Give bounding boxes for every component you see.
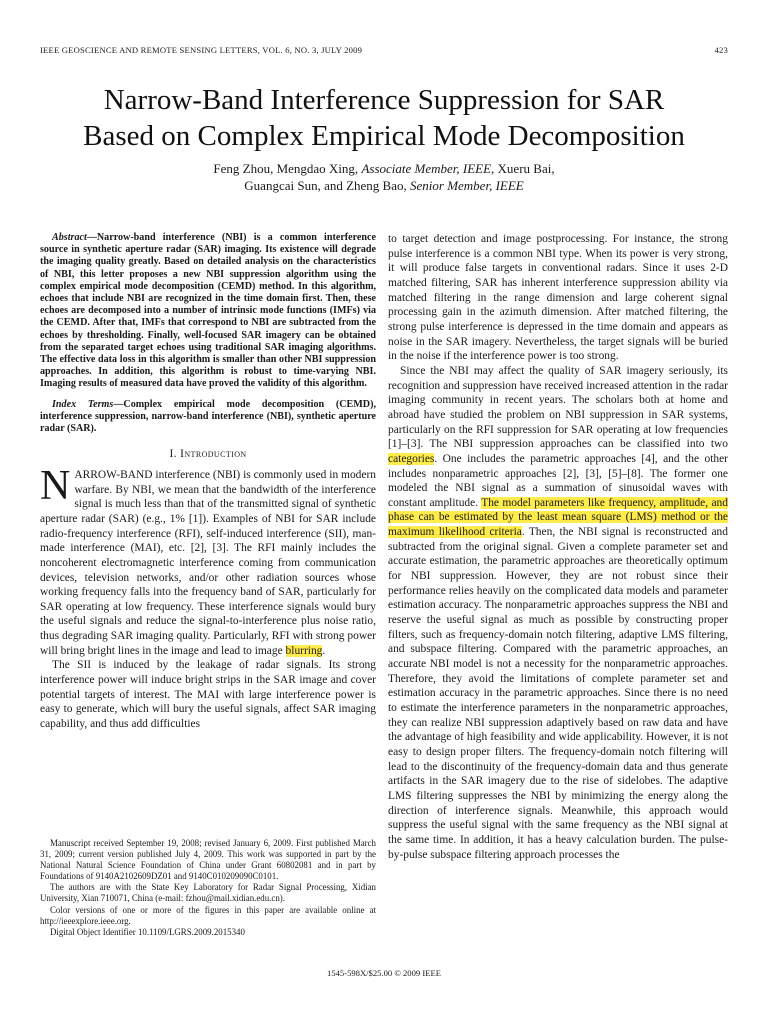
- footnote-color-versions: Color versions of one or more of the figures in this paper are available online at http://ieeexplore.ieee.org.: [40, 904, 376, 926]
- right-paragraph-1: to target detection and image postprocessing. For instance, the strong pulse interference is a common NBI type. When its power is very strong, it will produce false targets in conventional radars. Since it uses 2-D matched filtering, SAR has inherent interference suppression ability via matched filtering in the range dimension and large coherent signal processing gain in the azimuth dimension. After matched filtering, the strong pulse interference is depressed in the time domain and appears as noise in the SAR imagery. Nevertheless, the target signals will be buried in the noise if the interference power is too strong.: [388, 233, 728, 363]
- right-column: [388, 232, 728, 862]
- section-numeral: I.: [169, 448, 181, 461]
- right-paragraph-2: [388, 364, 728, 862]
- intro-paragraph-1: [40, 462, 376, 659]
- right-p2-text-a: Since the NBI may affect the quality of SAR imagery seriously, its recognition and suppression have received increased attention in the radar imaging community in recent years. The scholars both at home and abroad have studied the problem on NBI suppression in SAR systems, particularly on the RFI suppression for SAR operating at low frequencies [1]–[3]. The NBI suppression approaches can be classified into two: [388, 364, 728, 451]
- journal-name: IEEE GEOSCIENCE AND REMOTE SENSING LETTERS, VOL. 6, NO. 3, JULY 2009: [40, 45, 363, 55]
- highlight-categories: categories: [388, 452, 435, 465]
- page-number: 423: [714, 45, 728, 55]
- intro-paragraph-2: The SII is induced by the leakage of radar signals. Its strong interference power will induce bright strips in the SAR image and cover potential targets of interest. The MAI with large interference power is easy to generate, which will bury the useful signals, affect SAR imaging capability, and thus add difficulties: [40, 659, 376, 731]
- index-terms-dash: —: [113, 398, 124, 410]
- abstract-text: Narrow-band interference (NBI) is a common interference source in synthetic aperture radar (SAR) imaging. Its existence will degrade the imaging quality greatly. Based on detailed analysis on the characteristics of NBI, this letter proposes a new NBI suppression algorithm using the complex empirical mode decomposition (CEMD) method. In this algorithm, echoes that include NBI are recognized in the time domain first. Then, these echoes are decomposed into a number of intrinsic mode functions (IMFs) via the CEMD. After that, IMFs that correspond to NBI are subtracted from the echoes by thresholding. Finally, well-focused SAR imagery can be obtained from the separated target echoes using traditional SAR imaging algorithms. The effective data loss in this algorithm is smaller than other NBI suppression approaches. In addition, this algorithm is robust to time-varying NBI. Imaging results of measured data have proved the validity of this algorithm.: [40, 232, 376, 390]
- footnote-doi: Digital Object Identifier 10.1109/LGRS.2009.2015340: [50, 926, 245, 937]
- authors-part-2: , Xueru Bai,: [491, 161, 555, 176]
- copyright-footer: 1545-598X/$25.00 © 2009 IEEE: [327, 968, 441, 978]
- drop-cap: N: [40, 462, 71, 509]
- left-column: [40, 232, 376, 732]
- author-role-1: Associate Member, IEEE: [361, 161, 492, 176]
- intro-p1-text: ARROW-BAND interference (NBI) is commonly used in modern warfare. By NBI, we mean that the bandwidth of the interference signal is much less than that of the transmitted signal of synthetic aperture radar (SAR) (e.g., 1% [1]). Examples of NBI for SAR include radio-frequency interference (RFI), self-induced interference (SII), man-made interference (MAI), etc. [2], [3]. The RFI mainly includes the noncoherent electromagnetic interference coming from communication devices, television networks, and/or other radiation sources whose working frequency falls into the frequency band of SAR, particularly for SAR operating at low frequency. These interference signals would bury the useful signals and reduce the signal-to-interference plus noise ratio, thus degrading SAR imaging quality. Particularly, RFI with strong power will bring bright lines in the image and lead to image: [40, 468, 376, 657]
- right-p2-text-b: . One includes the parametric approaches [4], and the other includes nonparametric approaches [2], [3], [5]–[8]. The former one modeled the NBI signal as a summation of sinusoidal waves with constant amplitude.: [388, 452, 728, 509]
- abstract-label: Abstract: [52, 232, 87, 243]
- highlight-model-parameters: The model parameters like frequency, amplitude, and phase can be estimated by the least mean square (LMS) method or the maximum likelihood criteria: [388, 496, 728, 539]
- authors-part-3: Guangcai Sun, and Zheng Bao,: [244, 178, 410, 193]
- footnote-manuscript: Manuscript received September 19, 2008; revised January 6, 2009. First published March 31, 2009; current version published July 4, 2009. This work was supported in part by the National Natural Science Foundation of China under Grant 60802081 and in part by Foundations of 9140A2102609DZ01 and 9140C010209090C0101.: [40, 838, 376, 882]
- right-p2-text-c: . Then, the NBI signal is reconstructed and subtracted from the original signal. Given a complete parameter set and accurate estimation, the parametric approaches are theoretically optimum for NBI suppression. However, they are not robust since their performance relies heavily on the complicated data models and parameter estimation accuracy. The nonparametric approaches suppress the NBI and reserve the useful signal as much as possible by constructing proper filters, such as frequency-domain notch filtering, adaptive LMS filtering, and subspace filtering. Compared with the parametric approaches, an accurate NBI model is not a necessity for the nonparametric approaches. Therefore, they avoid the limitations of complete parameter set and estimation accuracy in the parametric approaches. Since there is no need to estimate the interference parameters in the nonparametric approaches, they can realize NBI suppression adaptively based on raw data and have the advantage of high feasibility and wide applicability. However, it is not easy to design proper filters. The frequency-domain notch filtering will lead to the discontinuity of the frequency-domain data and thus generate artifacts in the SAR imagery due to the rise of sidelobes. The adaptive LMS filtering suppresses the NBI by minimizing the energy along the direction of interference signals. Meanwhile, this approach would suppress the useful signal with the same frequency as the NBI signal at the same time. In addition, it has a heavy calculation burden. The pulse-by-pulse subspace filtering approach processes the: [388, 526, 728, 861]
- intro-p1-end: .: [322, 644, 326, 657]
- title-line-1: Narrow-Band Interference Suppression for SAR: [103, 84, 665, 116]
- paper-title: [30, 82, 738, 154]
- running-head: [40, 45, 728, 55]
- title-block: [30, 82, 738, 194]
- highlight-blurring: blurring: [285, 644, 323, 657]
- title-line-2: Based on Complex Empirical Mode Decomposition: [83, 120, 685, 152]
- section-heading-introduction: [40, 447, 376, 462]
- footnote-affiliation: The authors are with the State Key Laboratory for Radar Signal Processing, Xidian University, Xian 710071, China (e-mail: fzhou@mail.xidian.edu.cn).: [40, 882, 376, 904]
- abstract-dash: —: [86, 232, 97, 243]
- footnotes: [40, 838, 376, 938]
- author-role-2: Senior Member, IEEE: [410, 178, 524, 193]
- index-terms-label: Index Terms: [52, 398, 114, 410]
- section-heading-text: Introduction: [180, 448, 247, 461]
- abstract: [40, 232, 376, 391]
- index-terms-text: Complex empirical mode decomposition (CEMD), interference suppression, narrow-band interference (NBI), synthetic aperture radar (SAR).: [40, 398, 376, 435]
- authors-part-1: Feng Zhou, Mengdao Xing,: [213, 161, 362, 176]
- author-list: [30, 160, 738, 194]
- index-terms: [40, 399, 376, 436]
